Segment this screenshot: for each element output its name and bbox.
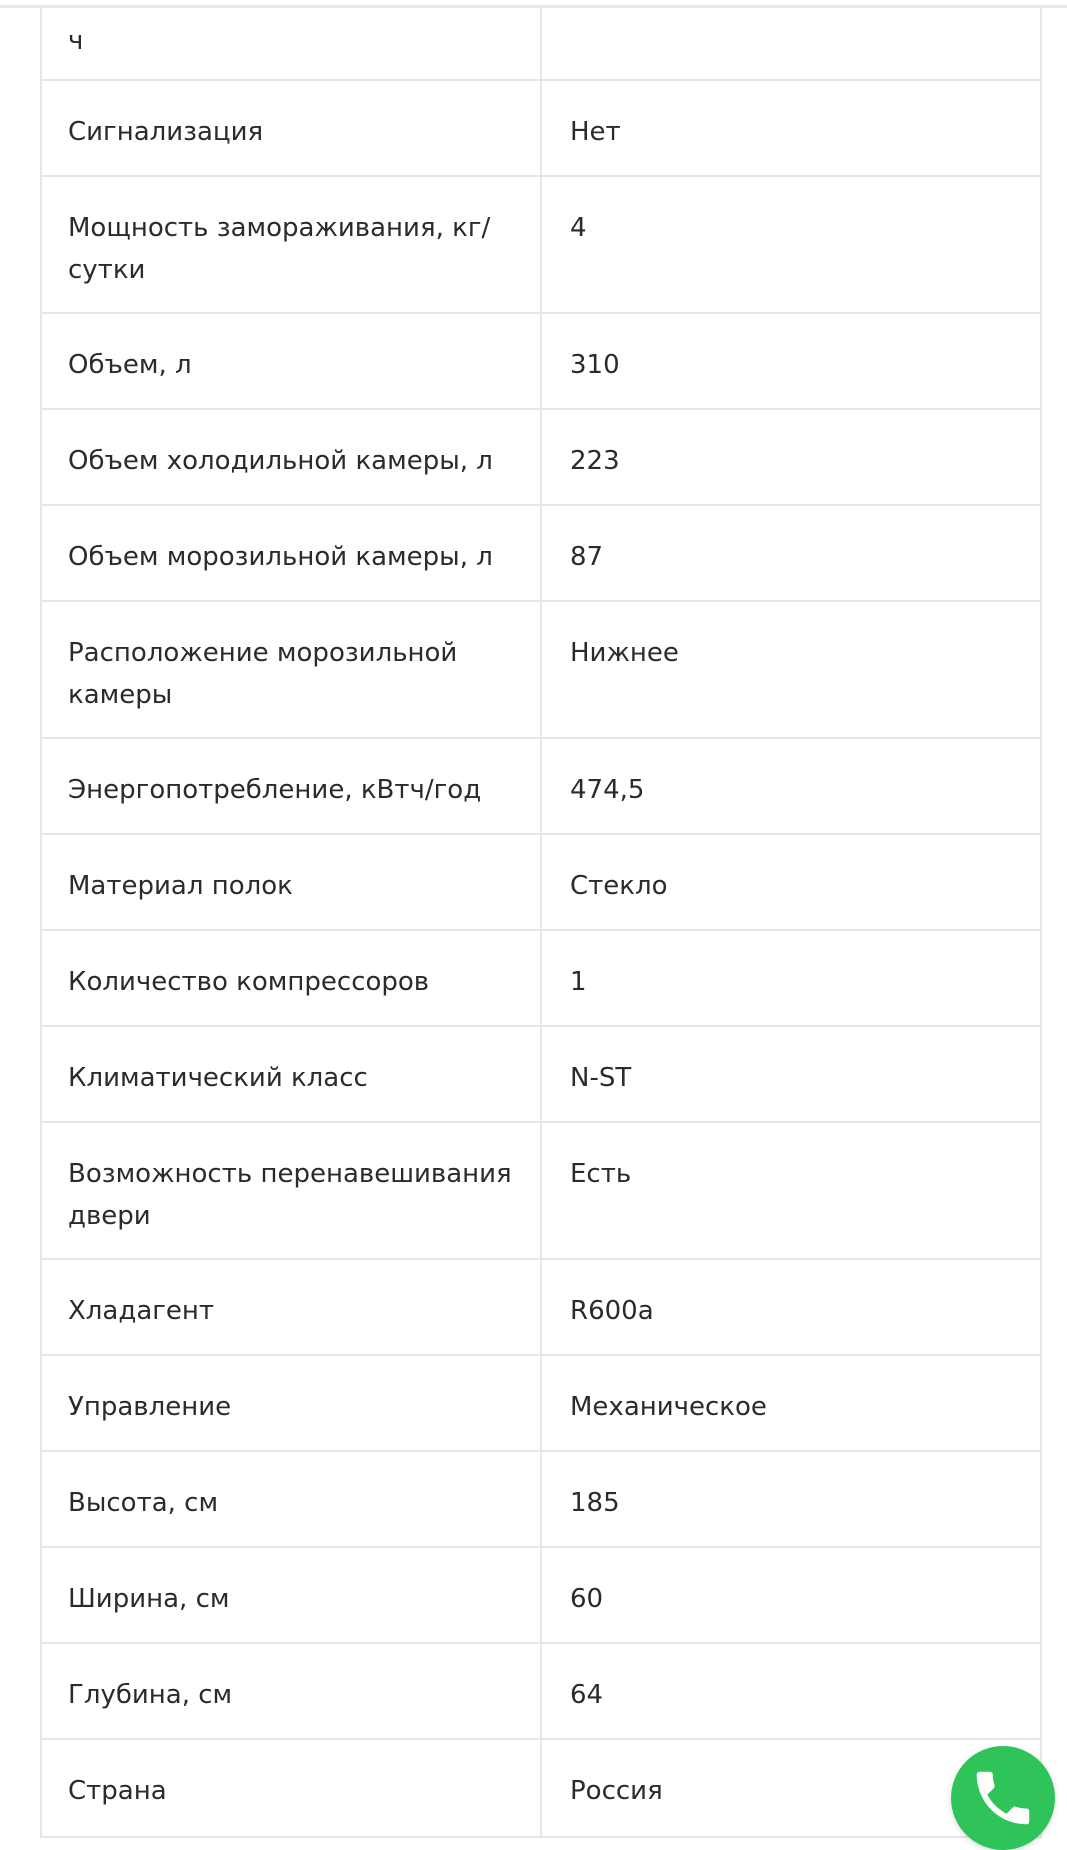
spec-name: Мощность замораживания, кг/сутки bbox=[42, 177, 542, 312]
spec-row bbox=[42, 177, 1040, 314]
spec-row bbox=[42, 1356, 1040, 1452]
spec-row bbox=[42, 1452, 1040, 1548]
spec-value: 87 bbox=[570, 542, 604, 572]
spec-row bbox=[42, 1644, 1040, 1740]
spec-value: Есть bbox=[570, 1159, 632, 1189]
spec-value: R600a bbox=[570, 1296, 654, 1326]
spec-value: 4 bbox=[570, 213, 587, 243]
spec-value: 64 bbox=[570, 1680, 604, 1710]
spec-value: 60 bbox=[570, 1584, 604, 1614]
specifications-table bbox=[40, 8, 1042, 1838]
spec-name: Климатический класс bbox=[42, 1027, 542, 1121]
spec-row bbox=[42, 602, 1040, 739]
spec-row bbox=[42, 931, 1040, 1027]
spec-name: Энергопотребление, кВтч/год bbox=[42, 739, 542, 833]
spec-row bbox=[42, 410, 1040, 506]
spec-value: 1 bbox=[570, 967, 587, 997]
spec-name: Объем холодильной камеры, л bbox=[42, 410, 542, 504]
spec-value: N-ST bbox=[570, 1063, 632, 1093]
spec-row bbox=[42, 1548, 1040, 1644]
spec-row bbox=[42, 8, 1040, 81]
spec-name: Высота, см bbox=[42, 1452, 542, 1546]
spec-name: Объем, л bbox=[42, 314, 542, 408]
spec-row bbox=[42, 1027, 1040, 1123]
spec-name: Хладагент bbox=[42, 1260, 542, 1354]
spec-value: 474,5 bbox=[570, 775, 645, 805]
spec-row bbox=[42, 1260, 1040, 1356]
spec-row bbox=[42, 835, 1040, 931]
spec-name: ч bbox=[42, 8, 542, 79]
spec-value: Стекло bbox=[570, 871, 668, 901]
call-button[interactable] bbox=[951, 1746, 1055, 1850]
spec-name: Управление bbox=[42, 1356, 542, 1450]
spec-name: Сигнализация bbox=[42, 81, 542, 175]
spec-name: Объем морозильной камеры, л bbox=[42, 506, 542, 600]
phone-icon bbox=[968, 1763, 1038, 1833]
spec-name: Страна bbox=[42, 1740, 542, 1836]
spec-row bbox=[42, 81, 1040, 177]
spec-value bbox=[542, 8, 1040, 79]
spec-value: Нет bbox=[570, 117, 621, 147]
spec-row bbox=[42, 1123, 1040, 1260]
spec-value: Механическое bbox=[570, 1392, 767, 1422]
spec-value: Нижнее bbox=[570, 638, 679, 668]
spec-name: Количество компрессоров bbox=[42, 931, 542, 1025]
spec-value: 310 bbox=[570, 350, 620, 380]
spec-row bbox=[42, 314, 1040, 410]
spec-name: Ширина, см bbox=[42, 1548, 542, 1642]
spec-name: Расположение морозильной камеры bbox=[42, 602, 542, 737]
spec-name: Материал полок bbox=[42, 835, 542, 929]
spec-row bbox=[42, 1740, 1040, 1836]
spec-name: Возможность перенавешивания двери bbox=[42, 1123, 542, 1258]
spec-row bbox=[42, 506, 1040, 602]
spec-value: 185 bbox=[570, 1488, 620, 1518]
spec-row bbox=[42, 739, 1040, 835]
spec-value: 223 bbox=[570, 446, 620, 476]
spec-name: Глубина, см bbox=[42, 1644, 542, 1738]
spec-value: Россия bbox=[570, 1776, 663, 1806]
